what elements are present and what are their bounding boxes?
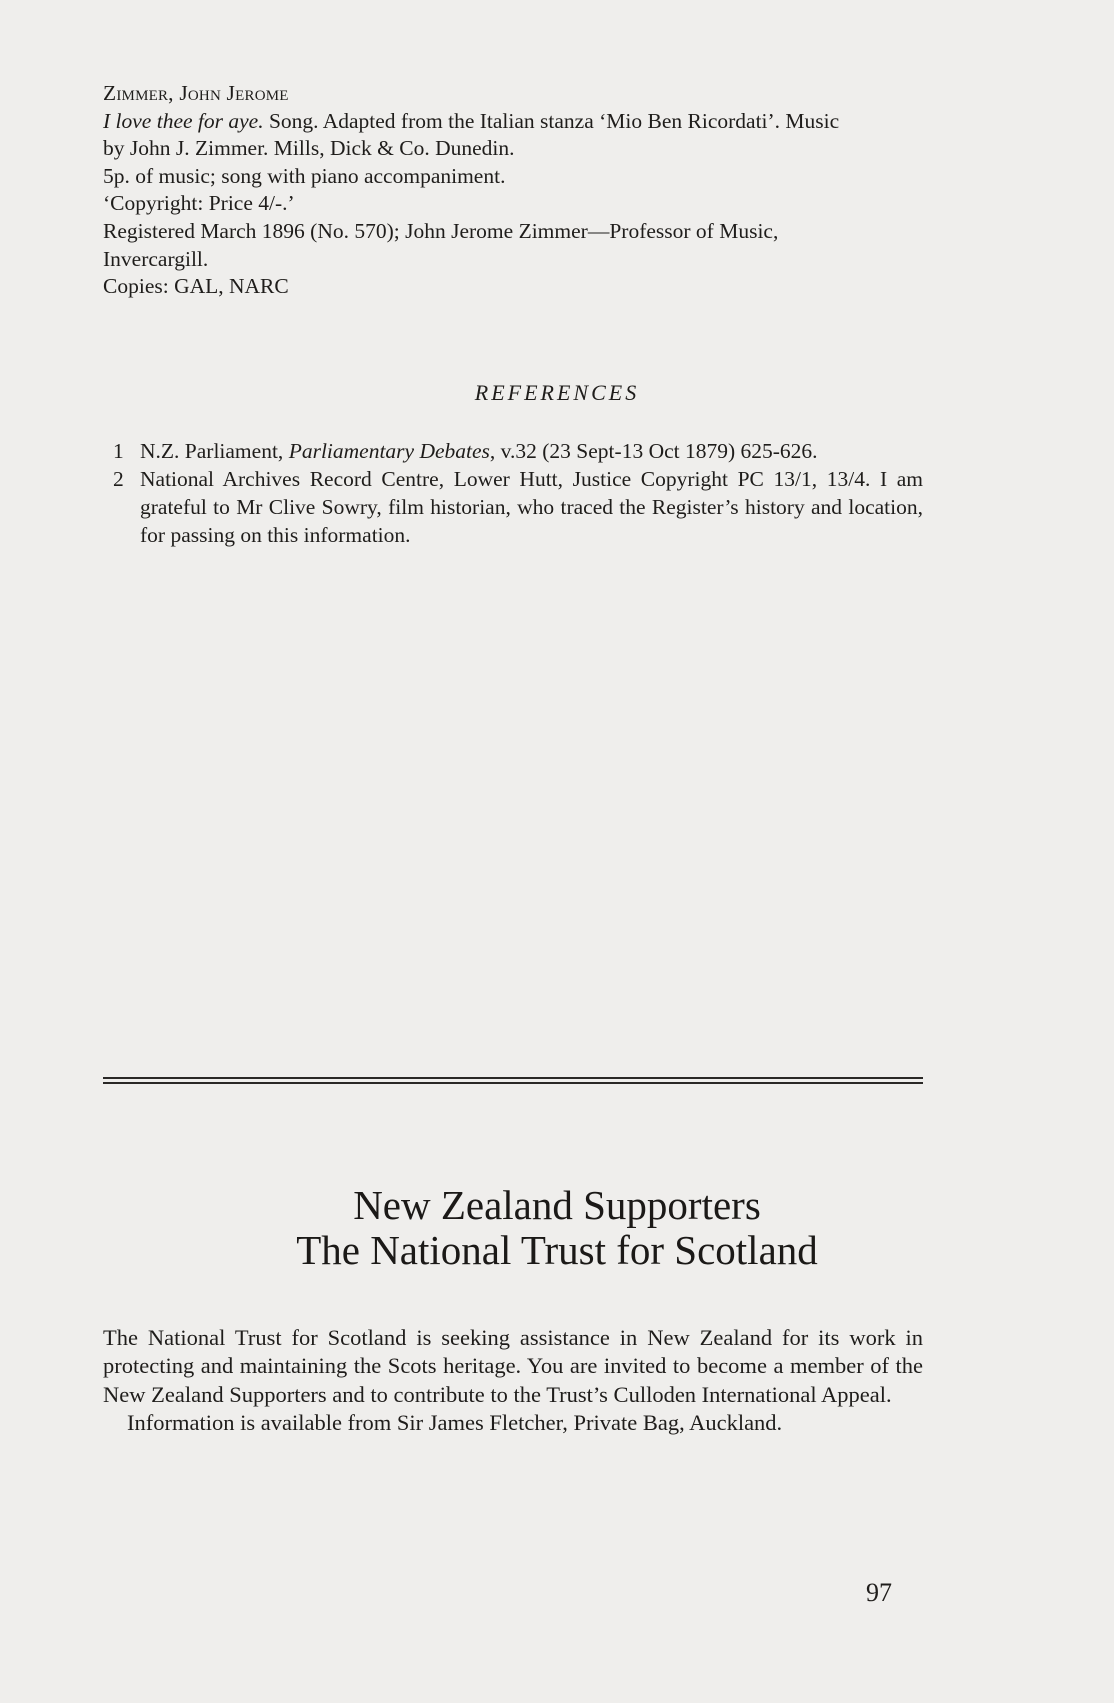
references-heading: REFERENCES: [474, 380, 640, 405]
notice-paragraph: The National Trust for Scotland is seeking assistance in New Zealand for its work in protecting and maintaining the Scots heritage. You are invited to become a member of the New Zealand Supporters and to contribute to the Trust’s Culloden International Appeal.: [103, 1325, 923, 1407]
reference-item: [103, 465, 923, 549]
page-number: 97: [866, 1578, 892, 1607]
entry-title: I love thee for aye.: [103, 108, 264, 133]
reference-text: [140, 437, 923, 465]
reference-number: 1: [113, 439, 124, 463]
entry-author: Zimmer, John Jerome: [103, 81, 289, 105]
entry-registration: Registered March 1896 (No. 570); John Jerome Zimmer—Professor of Music,: [103, 218, 779, 243]
entry-copies: Copies: GAL, NARC: [103, 274, 289, 299]
references-list: [103, 437, 923, 549]
notice-title-line: New Zealand Supporters: [353, 1182, 761, 1228]
entry-format: 5p. of music; song with piano accompaniment.: [103, 163, 506, 188]
bibliography-entry: [103, 80, 923, 301]
notice-body: [103, 1324, 923, 1437]
reference-text-post: , v.32 (23 Sept-13 Oct 1879) 625-626.: [489, 439, 818, 463]
double-rule-divider: [103, 1077, 923, 1085]
entry-location: Invercargill.: [103, 246, 209, 271]
notice-title-line: The National Trust for Scotland: [296, 1227, 818, 1273]
entry-description: Song. Adapted from the Italian stanza ‘Mio Ben Ricordati’. Music: [263, 108, 840, 133]
reference-item: [103, 437, 923, 465]
notice-title: [0, 1183, 1114, 1273]
reference-text-italic: Parliamentary Debates: [288, 439, 490, 463]
rule-line: [103, 1077, 923, 1079]
entry-title-line: [103, 108, 923, 136]
notice-paragraph: Information is available from Sir James Fletcher, Private Bag, Auckland.: [127, 1409, 783, 1435]
entry-publisher: by John J. Zimmer. Mills, Dick & Co. Dunedin.: [103, 136, 515, 161]
entry-copyright: ‘Copyright: Price 4/-.’: [103, 191, 295, 216]
reference-number: 2: [113, 467, 124, 491]
rule-line: [103, 1082, 923, 1084]
reference-text-pre: N.Z. Parliament,: [140, 439, 289, 463]
reference-text: National Archives Record Centre, Lower Hutt, Justice Copyright PC 13/1, 13/4. I am grateful to Mr Clive Sowry, film historian, who traced the Register’s history and location, for passing on this information.: [140, 467, 923, 547]
